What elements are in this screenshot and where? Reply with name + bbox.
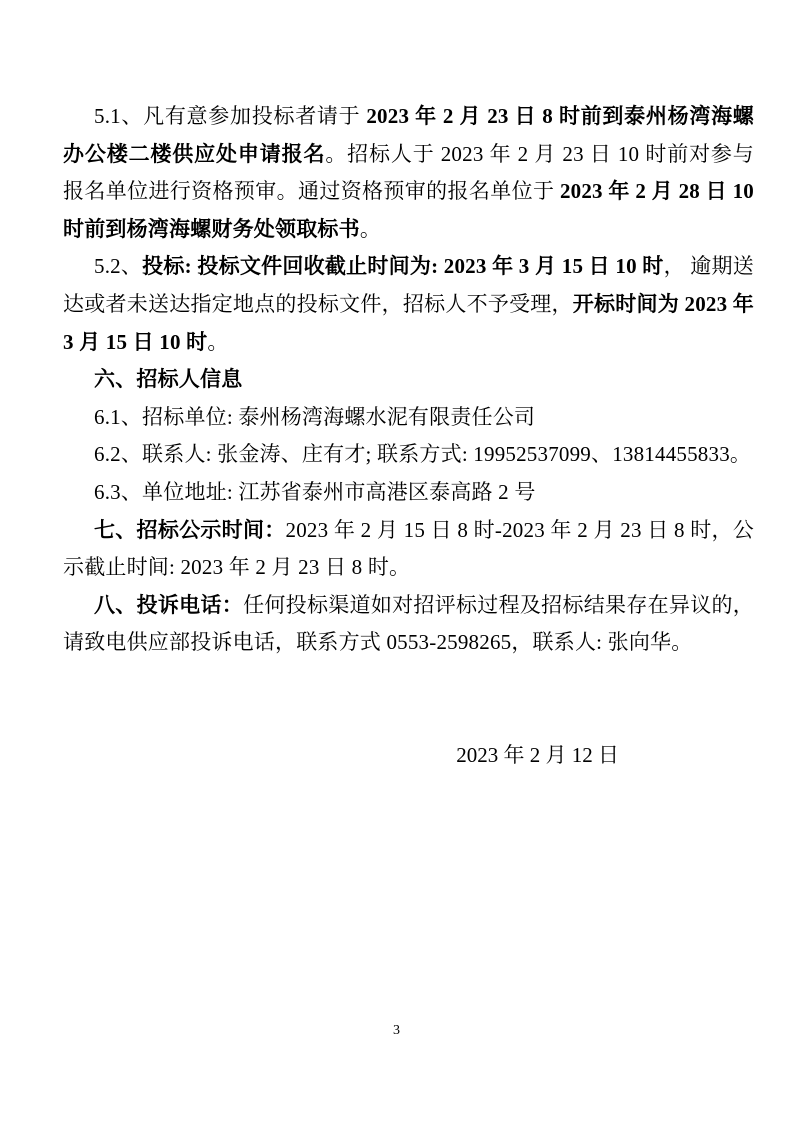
bold-text-run: 开标时间为 2023 年 3 月 15 日 10 时	[63, 291, 754, 354]
bold-text-run: 八、投诉电话：	[94, 592, 244, 617]
text-run: 6.2、联系人: 张金涛、庄有才; 联系方式: 19952537099、13814455833。	[94, 442, 752, 467]
text-run: 5.1、凡有意参加投标者请于	[94, 104, 367, 128]
text-run: 任何投标渠道如对招评标过程及招标结果存在异议的，请致电供应部投诉电话，联系方式 0553-2598265，联系人: 张向华。	[63, 592, 754, 655]
page-number: 3	[393, 1023, 400, 1038]
para-5-2-bid-submission	[63, 248, 754, 361]
bold-text-run: 六、招标人信息	[94, 367, 243, 392]
text-run: 6.1、招标单位: 泰州杨湾海螺水泥有限责任公司	[94, 404, 536, 429]
document-body	[63, 98, 754, 775]
text-run: ， 逾期送达或者未送达指定地点的投标文件，招标人不予受理，	[63, 254, 755, 316]
text-run: 5.2、	[94, 254, 143, 279]
para-8-complaint-phone	[63, 587, 754, 662]
text-run: 2023 年 2 月 15 日 8 时-2023 年 2 月 23 日 8 时，公示截止时间: 2023 年 2 月 23 日 8 时。	[63, 517, 754, 580]
bold-text-run: 2023 年 2 月 28 日 10 时前到杨湾海螺财务处领取标书	[63, 179, 754, 241]
para-7-publicity-time	[63, 512, 754, 587]
paragraph-list	[63, 98, 754, 662]
text-run: 。招标人于 2023 年 2 月 23 日 10 时前对参与报名单位进行资格预审。通过资格预审的报名单位于	[63, 141, 754, 204]
text-run: 。	[359, 216, 382, 241]
bold-text-run: 投标: 投标文件回收截止时间为: 2023 年 3 月 15 日 10 时	[142, 254, 664, 279]
bold-text-run: 七、招标公示时间：	[94, 517, 286, 542]
para-5-1-registration	[63, 98, 754, 248]
para-6-1-tender-unit	[63, 399, 754, 437]
para-6-2-contacts	[63, 436, 754, 474]
text-run: 。	[207, 329, 229, 354]
date-line: 2023 年 2 月 12 日	[456, 742, 619, 767]
bold-text-run: 2023 年 2 月 23 日 8 时前到泰州杨湾海螺办公楼二楼供应处申请报名	[63, 104, 754, 166]
heading-6-tenderer-info	[63, 361, 754, 399]
text-run: 6.3、单位地址: 江苏省泰州市高港区泰高路 2 号	[94, 479, 536, 504]
para-6-3-address	[63, 474, 754, 512]
